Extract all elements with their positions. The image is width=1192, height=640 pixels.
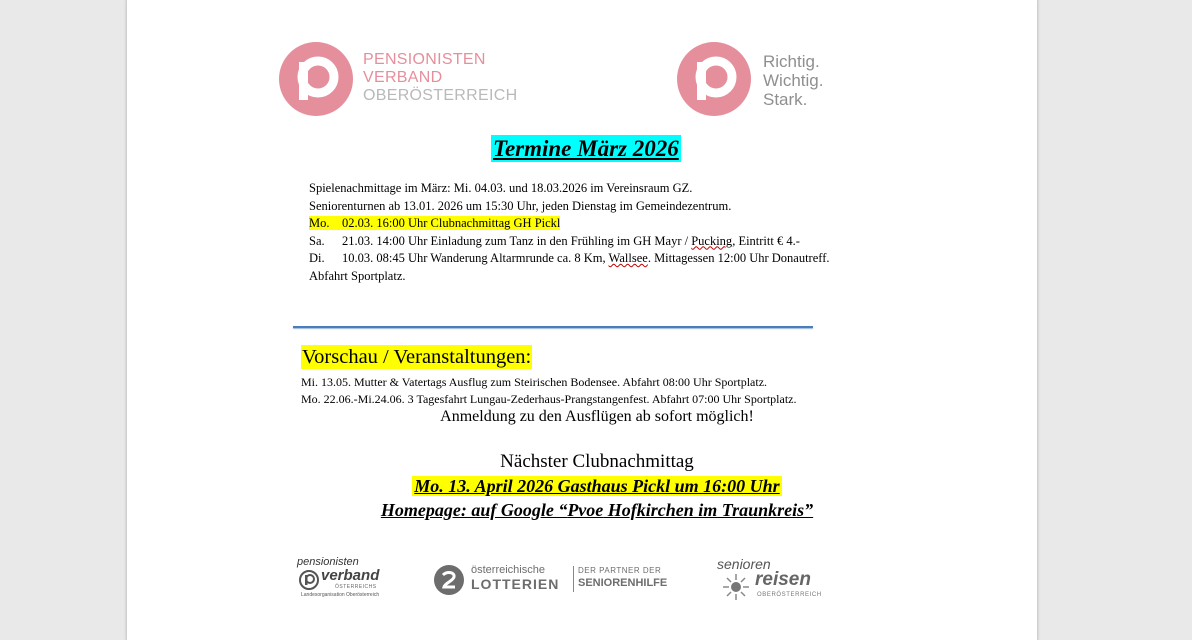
reisen-line3: OBERÖSTERREICH [757, 592, 822, 598]
homepage-text-end: Hofkirchen im Traunkreis” [603, 500, 814, 520]
brand-name [363, 51, 517, 105]
slogan-line-2: Wichtig. [763, 71, 824, 90]
lotterien-top: österreichische [471, 564, 545, 576]
homepage-text: Homepage: auf Google “ [380, 500, 568, 520]
footer-logo1-line4: Landesorganisation Oberösterreich [301, 592, 380, 598]
pensionisten-verband-logo-icon [279, 42, 353, 116]
brand-line-3: OBERÖSTERREICH [363, 87, 518, 104]
event-line-games: Spielenachmittage im März: Mi. 04.03. und 18.03.2026 im Vereinsraum GZ. [309, 181, 693, 195]
next-club-date-text: Mo. 13. April 2026 Gasthaus Pickl um 16:00 Uhr [414, 476, 780, 496]
event-day: Di. [309, 251, 325, 265]
lotterien-icon [433, 564, 465, 596]
event-day: Mo. [309, 216, 330, 230]
event-text: 02.03. 16:00 Uhr Clubnachmittag GH Pickl [342, 216, 561, 230]
event-text-end: , Eintritt € 4.- [732, 233, 800, 248]
preview-line-1: Mi. 13.05. Mutter & Vatertags Ausflug zum Steirischen Bodensee. Abfahrt 08:00 Uhr Sportplatz. [301, 375, 768, 389]
event-line-dance [309, 233, 830, 251]
brand-line-1: PENSIONISTEN [363, 51, 486, 68]
event-line-club [309, 215, 830, 233]
sun-icon [721, 572, 751, 602]
slogan-logo-icon [677, 42, 751, 116]
registration-note: Anmeldung zu den Ausflügen ab sofort möglich! [440, 408, 754, 425]
preview-list [301, 374, 797, 408]
event-text-place: Wallsee [608, 251, 648, 265]
event-line-departure: Abfahrt Sportplatz. [309, 268, 406, 283]
footer-logo1-icon [299, 570, 319, 590]
lotterien-main: LOTTERIEN [471, 576, 560, 592]
footer-logo-seniorenreisen [715, 556, 845, 604]
event-line-hike [309, 250, 830, 268]
event-text: 21.03. 14:00 Uhr Einladung zum Tanz in den Frühling im GH Mayr / [342, 233, 692, 248]
preview-heading: Vorschau / Veranstaltungen: [302, 346, 532, 368]
event-text: 10.03. 08:45 Uhr Wanderung Altarmrunde ca. 8 Km, [342, 251, 609, 265]
footer-logo1-line1: pensionisten [297, 556, 359, 568]
footer-logo1-line3: ÖSTERREICHS [335, 584, 377, 590]
homepage-term: Pvoe [567, 500, 604, 520]
lotterien-right-main: SENIORENHILFE [578, 577, 668, 589]
preview-line-2: Mo. 22.06.-Mi.24.06. 3 Tagesfahrt Lungau-Zederhaus-Prangstangenfest. Abfahrt 07:00 Uhr Sportplatz. [301, 392, 797, 406]
divider [293, 326, 813, 328]
event-day: Sa. [309, 233, 325, 248]
lotterien-right-top: DER PARTNER DER [578, 566, 662, 575]
homepage-line [127, 498, 1067, 522]
slogan-line-1: Richtig. [763, 52, 820, 71]
footer-logo-lotterien [433, 562, 693, 596]
event-text-end: . Mittagessen 12:00 Uhr Donautreff. [647, 251, 830, 265]
page-title: Termine März 2026 [493, 136, 679, 161]
event-line-gym: Seniorenturnen ab 13.01. 2026 um 15:30 Uhr, jeden Dienstag im Gemeindezentrum. [309, 198, 732, 213]
next-club-date [127, 475, 1067, 498]
lotterien-separator [573, 566, 574, 592]
brand-line-2: VERBAND [363, 69, 443, 86]
document-page [126, 0, 1038, 640]
reisen-line1: senioren [717, 556, 771, 572]
event-text-place: Pucking [691, 233, 733, 248]
next-club-label: Nächster Clubnachmittag [500, 451, 694, 472]
footer-logo-pensionisten [287, 556, 409, 602]
footer-logo1-line2: verband [321, 567, 380, 584]
slogan-line-3: Stark. [763, 90, 808, 109]
event-list [309, 180, 830, 285]
slogan [763, 52, 823, 109]
reisen-line2: reisen [755, 569, 811, 590]
